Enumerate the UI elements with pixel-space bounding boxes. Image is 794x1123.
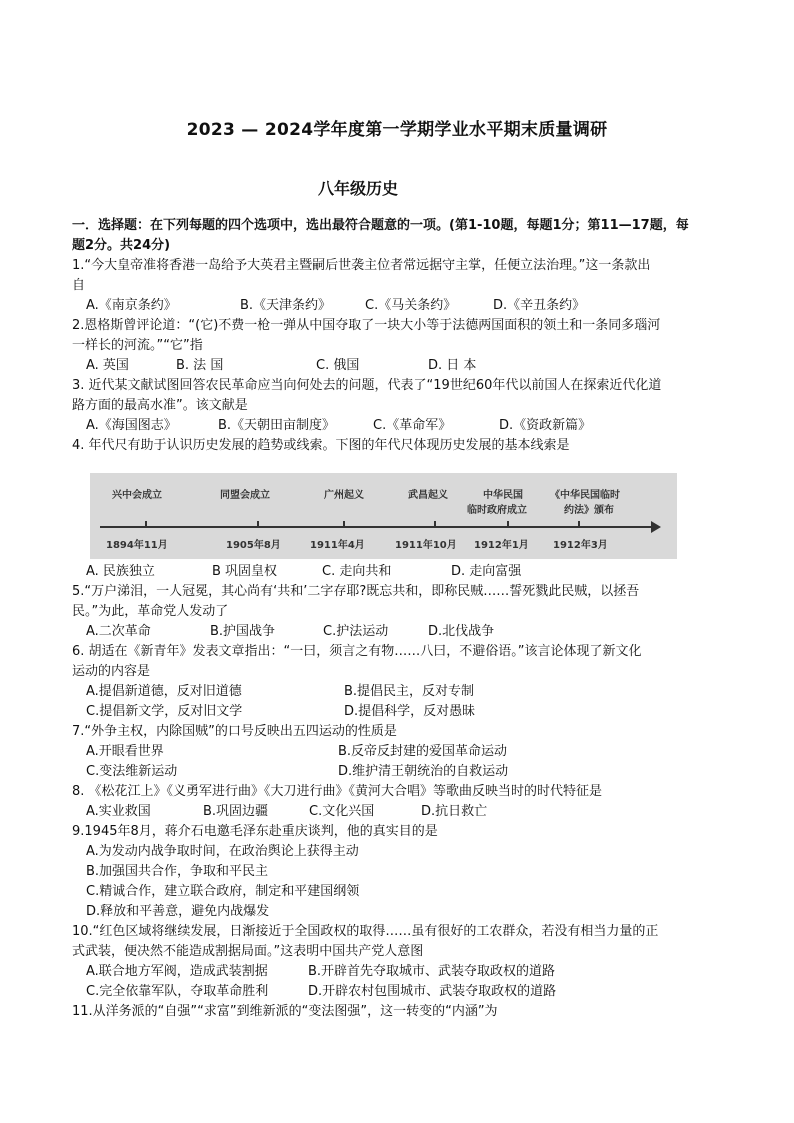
question-5-option-d: D.北伐战争 <box>428 624 495 639</box>
question-10-option-c: C.完全依靠军队，夺取革命胜利 <box>86 984 269 999</box>
question-1-option-d: D.《辛丑条约》 <box>493 298 586 313</box>
question-1-option-a: A.《南京条约》 <box>86 298 177 313</box>
timeline-event: 约法》颁布 <box>564 505 614 516</box>
question-7-stem: 7.“外争主权，内除国贼”的口号反映出五四运动的性质是 <box>72 724 397 739</box>
question-7-option-b: B.反帝反封建的爱国革命运动 <box>338 744 508 759</box>
question-10-option-b: B.开辟首先夺取城市、武装夺取政权的道路 <box>308 964 556 979</box>
question-2-stem: 2.恩格斯曾评论道：“(它)不费一枪一弹从中国夺取了一块大小等于法德两国面积的领土和一条同多瑙河 <box>72 318 661 333</box>
question-5-stem-cont: 民。”为此，革命党人发动了 <box>72 604 229 619</box>
timeline-event: 武昌起义 <box>408 490 448 501</box>
question-6-stem-cont: 运动的内容是 <box>72 664 151 679</box>
question-10-option-a: A.联合地方军阀，造成武装割据 <box>86 964 268 979</box>
timeline-event: 兴中会成立 <box>112 490 162 501</box>
question-3-stem-cont: 路方面的最高水准”。该文献是 <box>72 398 248 413</box>
question-7-option-c: C.变法维新运动 <box>86 764 178 779</box>
question-3-option-a: A.《海国图志》 <box>86 418 177 433</box>
timeline-event: 临时政府成立 <box>467 505 527 516</box>
question-2-option-d: D. 日 本 <box>428 358 477 373</box>
question-9-option-c: C.精诚合作，建立联合政府，制定和平建国纲领 <box>86 884 360 899</box>
question-5-option-a: A.二次革命 <box>86 624 151 639</box>
question-5-stem: 5.“万户涕泪，一人冠冕，其心尚有‘共和’二字存耶?既忘共和，即称民贼……誓死戮此民贼，以拯吾 <box>72 584 640 599</box>
question-2-stem-cont: 一样长的河流。”“它”指 <box>72 338 203 353</box>
question-10-stem-cont: 式武装，便决然不能造成割据局面。”这表明中国共产党人意图 <box>72 944 424 959</box>
timeline-date: 1912年1月 <box>474 540 529 551</box>
question-6-option-c: C.提倡新文学，反对旧文学 <box>86 704 243 719</box>
question-3-option-d: D.《资政新篇》 <box>499 418 592 433</box>
question-4-stem: 4. 年代尺有助于认识历史发展的趋势或线索。下图的年代尺体现历史发展的基本线索是 <box>72 438 570 453</box>
question-7-option-d: D.维护清王朝统治的自救运动 <box>338 764 509 779</box>
question-9-option-d: D.释放和平善意，避免内战爆发 <box>86 904 270 919</box>
timeline-event: 同盟会成立 <box>220 490 270 501</box>
timeline-date: 1894年11月 <box>106 540 168 551</box>
question-5-option-c: C.护法运动 <box>323 624 389 639</box>
timeline-tick <box>145 521 147 527</box>
question-10-stem: 10.“红色区域将继续发展，日渐接近于全国政权的取得……虽有很好的工农群众，若没有相当力量的正 <box>72 924 659 939</box>
timeline-event: 《中华民国临时 <box>550 490 620 501</box>
question-6-option-d: D.提倡科学，反对愚昧 <box>344 704 476 719</box>
question-8-option-a: A.实业救国 <box>86 804 151 819</box>
section-instruction: 一．选择题：在下列每题的四个选项中，选出最符合题意的一项。(第1-10题，每题1分；第11—17题，每 <box>72 218 689 233</box>
question-4-option-d: D. 走向富强 <box>451 564 522 579</box>
question-8-option-d: D.抗日救亡 <box>421 804 488 819</box>
question-9-stem: 9.1945年8月，蒋介石电邀毛泽东赴重庆谈判，他的真实目的是 <box>72 824 438 839</box>
question-1-stem-cont: 自 <box>72 278 86 293</box>
timeline-date: 1912年3月 <box>553 540 608 551</box>
question-5-option-b: B.护国战争 <box>210 624 276 639</box>
timeline-arrow <box>651 521 661 533</box>
timeline-tick <box>343 521 345 527</box>
question-4-option-b: B 巩固皇权 <box>212 564 278 579</box>
section-instruction-cont: 题2分。共24分) <box>72 238 171 253</box>
question-2-option-c: C. 俄国 <box>316 358 360 373</box>
timeline-date: 1911年10月 <box>395 540 457 551</box>
timeline-tick <box>434 521 436 527</box>
question-2-option-b: B. 法 国 <box>176 358 224 373</box>
question-3-stem: 3. 近代某文献试图回答农民革命应当向何处去的问题，代表了“19世纪60年代以前国人在探索近代化道 <box>72 378 662 393</box>
question-8-option-b: B.巩固边疆 <box>203 804 269 819</box>
question-9-option-b: B.加强国共合作，争取和平民主 <box>86 864 269 879</box>
timeline-tick <box>507 521 509 527</box>
timeline-tick <box>257 521 259 527</box>
page-title: 2023 — 2024学年度第一学期学业水平期末质量调研 <box>186 120 608 140</box>
question-1-option-b: B.《天津条约》 <box>240 298 332 313</box>
timeline-date: 1911年4月 <box>310 540 365 551</box>
question-8-stem: 8. 《松花江上》《义勇军进行曲》《大刀进行曲》《黄河大合唱》等歌曲反映当时的时代特征是 <box>72 784 603 799</box>
question-2-option-a: A. 英国 <box>86 358 129 373</box>
timeline-figure <box>90 473 677 559</box>
page-subtitle: 八年级历史 <box>318 179 399 198</box>
timeline-axis <box>100 526 652 528</box>
question-6-stem: 6. 胡适在《新青年》发表文章指出：“一曰，须言之有物……八曰，不避俗语。”该言论体现了新文化 <box>72 644 642 659</box>
question-7-option-a: A.开眼看世界 <box>86 744 164 759</box>
question-6-option-a: A.提倡新道德，反对旧道德 <box>86 684 242 699</box>
question-4-option-c: C. 走向共和 <box>322 564 392 579</box>
question-1-option-c: C.《马关条约》 <box>365 298 457 313</box>
timeline-event: 广州起义 <box>324 490 364 501</box>
timeline-date: 1905年8月 <box>226 540 281 551</box>
question-4-option-a: A. 民族独立 <box>86 564 155 579</box>
timeline-event: 中华民国 <box>483 490 523 501</box>
question-6-option-b: B.提倡民主，反对专制 <box>344 684 475 699</box>
timeline-tick <box>578 521 580 527</box>
question-3-option-b: B.《天朝田亩制度》 <box>218 418 336 433</box>
question-8-option-c: C.文化兴国 <box>309 804 375 819</box>
question-3-option-c: C.《革命军》 <box>373 418 452 433</box>
question-11-stem: 11.从洋务派的“自强”“求富”到维新派的“变法图强”，这一转变的“内涵”为 <box>72 1004 498 1019</box>
question-10-option-d: D.开辟农村包围城市、武装夺取政权的道路 <box>308 984 557 999</box>
question-9-option-a: A.为发动内战争取时间，在政治舆论上获得主动 <box>86 844 359 859</box>
question-1-stem: 1.“今大皇帝准将香港一岛给予大英君主暨嗣后世袭主位者常远据守主掌，任便立法治理。”这一条款出 <box>72 258 651 273</box>
